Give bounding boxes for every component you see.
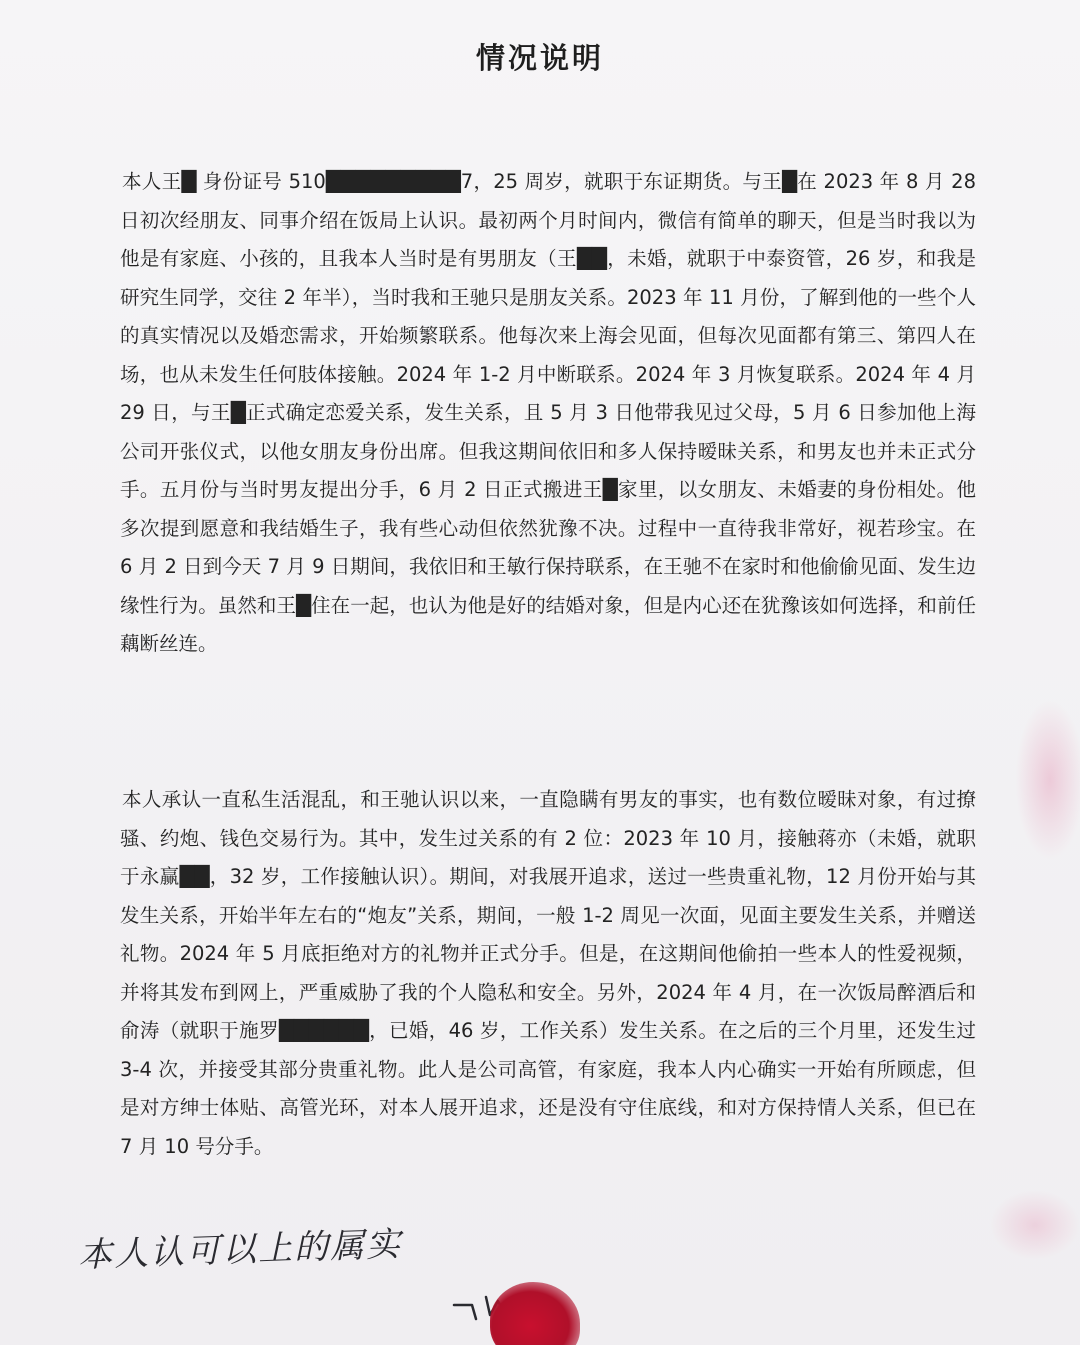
handwritten-confirmation: 本人认可以上的属实	[77, 1224, 403, 1276]
red-fingerprint-seal	[490, 1282, 580, 1345]
ink-stain	[990, 1190, 1080, 1260]
statement-paragraph-1: 本人王█ 身份证号 510█████████7，25 周岁，就职于东证期货。与王█在 2023 年 8 月 28 日初次经朋友、同事介绍在饭局上认识。最初两个月时间内，微信有简单的聊天，但是当时我以为他是有家庭、小孩的，且我本人当时是有男朋友（王██，未婚，就职于中泰资管，26 岁，和我是研究生同学，交往 2 年半），当时我和王驰只是朋友关系。2023 年 11 月份，了解到他的一些个人的真实情况以及婚恋需求，开始频繁联系。他每次来上海会见面，但每次见面都有第三、第四人在场，也从未发生任何肢体接触。2024 年 1-2 月中断联系。2024 年 3 月恢复联系。2024 年 4 月 29 日，与王█正式确定恋爱关系，发生关系，且 5 月 3 日他带我见过父母，5 月 6 日参加他上海公司开张仪式，以他女朋友身份出席。但我这期间依旧和多人保持暧昧关系，和男友也并未正式分手。五月份与当时男友提出分手，6 月 2 日正式搬进王█家里，以女朋友、未婚妻的身份相处。他多次提到愿意和我结婚生子，我有些心动但依然犹豫不决。过程中一直待我非常好，视若珍宝。在 6 月 2 日到今天 7 月 9 日期间，我依旧和王敏行保持联系，在王驰不在家时和他偷偷见面、发生边缘性行为。虽然和王█住在一起，也认为他是好的结婚对象，但是内心还在犹豫该如何选择，和前任藕断丝连。	[120, 170, 976, 655]
statement-paragraph-2: 本人承认一直私生活混乱，和王驰认识以来，一直隐瞒有男友的事实，也有数位暧昧对象，有过撩骚、约炮、钱色交易行为。其中，发生过关系的有 2 位：2023 年 10 月，接触蒋亦（未婚，就职于永赢██，32 岁，工作接触认识）。期间，对我展开追求，送过一些贵重礼物，12 月份开始与其发生关系，开始半年左右的“炮友”关系，期间，一般 1-2 周见一次面，见面主要发生关系，并赠送礼物。2024 年 5 月底拒绝对方的礼物并正式分手。但是，在这期间他偷拍一些本人的性爱视频，并将其发布到网上，严重威胁了我的个人隐私和安全。另外，2024 年 4 月，在一次饭局醉酒后和俞涛（就职于施罗██████，已婚，46 岁，工作关系）发生关系。在之后的三个月里，还发生过 3-4 次，并接受其部分贵重礼物。此人是公司高管，有家庭，我本人内心确实一开始有所顾虑，但是对方绅士体贴、高管光环，对本人展开追求，还是没有守住底线，和对方保持情人关系，但已在 7 月 10 号分手。	[120, 788, 976, 1158]
ink-stain	[1015, 700, 1080, 860]
document-title: 情况说明	[475, 41, 604, 75]
